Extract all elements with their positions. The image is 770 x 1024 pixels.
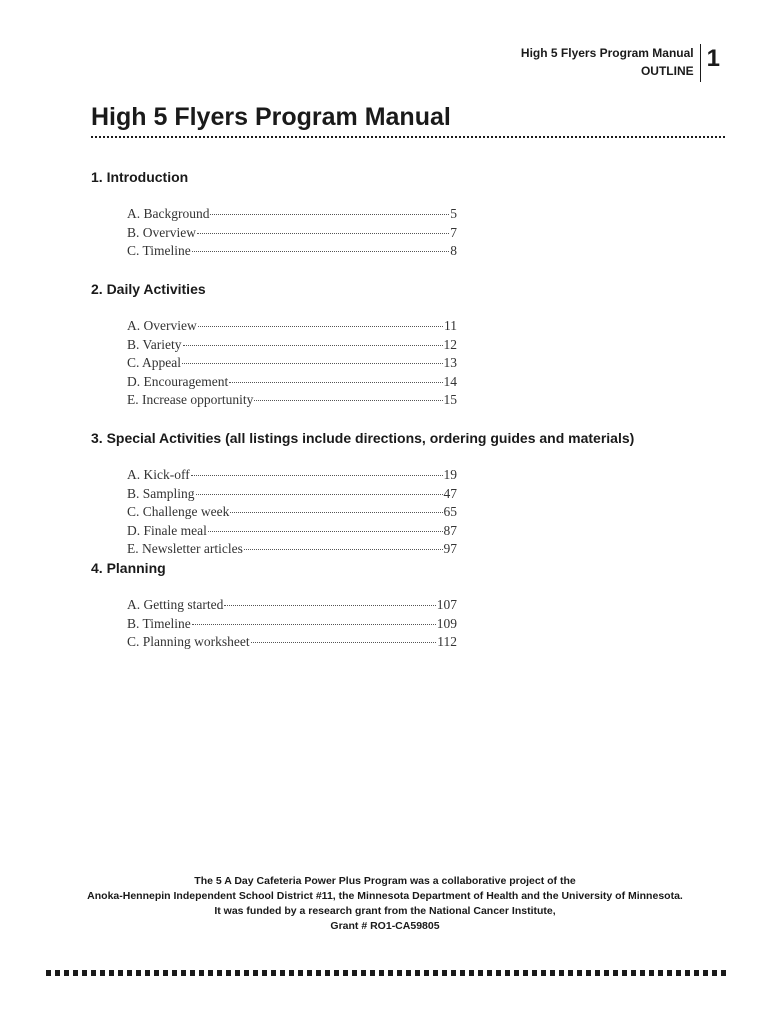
- toc-entry-label: E. Increase opportunity: [127, 392, 254, 407]
- toc-entry-label: B. Overview: [127, 224, 196, 240]
- toc-entry[interactable]: [127, 354, 457, 373]
- toc-entry-page: 112: [437, 634, 457, 649]
- footer-line: It was funded by a research grant from the National Cancer Institute,: [214, 905, 556, 917]
- toc-entry-page: 8: [450, 243, 457, 258]
- toc-entry-page: 7: [450, 224, 457, 240]
- dot-leader: [191, 475, 443, 476]
- toc-entry-page: 109: [436, 615, 457, 631]
- toc-entry-page: 19: [443, 467, 457, 482]
- toc-list-special-activities: [127, 466, 457, 559]
- toc-entry-page: 14: [443, 373, 457, 389]
- toc-entry-label: B. Timeline: [127, 615, 191, 631]
- section-heading-introduction: 1. Introduction: [91, 169, 189, 185]
- dot-leader: [210, 214, 449, 215]
- toc-entry[interactable]: [127, 615, 457, 634]
- footer-line: Anoka-Hennepin Independent School District #11, the Minnesota Department of Health and the University of Minnesota.: [87, 890, 683, 902]
- dot-leader: [208, 531, 443, 532]
- footer-line: Grant # RO1-CA59805: [330, 920, 440, 932]
- toc-entry[interactable]: [127, 317, 457, 336]
- dot-leader: [198, 326, 443, 327]
- section-heading-special-activities: 3. Special Activities (all listings include directions, ordering guides and materials): [91, 430, 635, 446]
- toc-entry-page: 13: [443, 355, 457, 370]
- toc-entry-label: C. Timeline: [127, 243, 191, 258]
- dot-leader: [192, 251, 449, 252]
- toc-entry[interactable]: [127, 596, 457, 615]
- dot-leader: [192, 624, 436, 625]
- toc-entry-label: A. Kick-off: [127, 467, 190, 482]
- dot-leader: [244, 549, 443, 550]
- dot-leader: [224, 605, 435, 606]
- bottom-dashed-divider: [46, 970, 726, 976]
- toc-entry-page: 87: [443, 522, 457, 538]
- toc-entry-page: 11: [444, 318, 457, 333]
- toc-entry[interactable]: [127, 336, 457, 355]
- toc-entry-label: A. Overview: [127, 318, 197, 333]
- toc-list-introduction: [127, 205, 457, 261]
- dot-leader: [182, 363, 443, 364]
- toc-entry[interactable]: [127, 633, 457, 652]
- toc-entry[interactable]: [127, 540, 457, 559]
- toc-entry[interactable]: [127, 224, 457, 243]
- header-title: High 5 Flyers Program Manual: [520, 46, 694, 60]
- toc-entry-label: C. Appeal: [127, 355, 181, 370]
- dot-leader: [254, 400, 442, 401]
- header-subtitle: OUTLINE: [640, 64, 694, 78]
- toc-entry[interactable]: [127, 205, 457, 224]
- section-heading-daily-activities: 2. Daily Activities: [91, 281, 206, 297]
- dot-leader: [183, 345, 443, 346]
- header-text-block: [521, 44, 701, 82]
- toc-entry-page: 65: [443, 504, 457, 519]
- toc-entry-label: D. Finale meal: [127, 522, 207, 538]
- dot-leader: [230, 512, 442, 513]
- toc-entry[interactable]: [127, 391, 457, 410]
- toc-entry-page: 97: [443, 541, 457, 556]
- toc-entry-label: E. Newsletter articles: [127, 541, 243, 556]
- dot-leader: [229, 382, 442, 383]
- footer-line: The 5 A Day Cafeteria Power Plus Program was a collaborative project of the: [194, 875, 576, 887]
- title-dotted-divider: [91, 136, 725, 138]
- toc-entry-page: 12: [443, 336, 457, 352]
- toc-entry[interactable]: [127, 522, 457, 541]
- dot-leader: [197, 233, 449, 234]
- toc-entry-label: A. Background: [127, 206, 210, 221]
- document-title: High 5 Flyers Program Manual: [91, 103, 451, 131]
- dot-leader: [196, 494, 443, 495]
- toc-entry-label: B. Sampling: [127, 485, 195, 501]
- toc-entry[interactable]: [127, 485, 457, 504]
- toc-list-planning: [127, 596, 457, 652]
- toc-entry[interactable]: [127, 242, 457, 261]
- toc-entry-label: C. Planning worksheet: [127, 634, 250, 649]
- page-number: 1: [706, 45, 720, 72]
- page-header: [521, 44, 720, 82]
- toc-entry-page: 47: [443, 485, 457, 501]
- toc-entry[interactable]: [127, 503, 457, 522]
- footer-credits: [60, 874, 710, 934]
- toc-entry-label: D. Encouragement: [127, 373, 229, 389]
- toc-entry-label: A. Getting started: [127, 597, 224, 612]
- toc-entry-label: B. Variety: [127, 336, 182, 352]
- dot-leader: [251, 642, 437, 643]
- toc-entry[interactable]: [127, 466, 457, 485]
- toc-entry-page: 107: [436, 597, 457, 612]
- toc-list-daily-activities: [127, 317, 457, 410]
- toc-entry-label: C. Challenge week: [127, 504, 230, 519]
- toc-entry[interactable]: [127, 373, 457, 392]
- section-heading-planning: 4. Planning: [91, 560, 166, 576]
- toc-entry-page: 15: [443, 392, 457, 407]
- toc-entry-page: 5: [450, 206, 457, 221]
